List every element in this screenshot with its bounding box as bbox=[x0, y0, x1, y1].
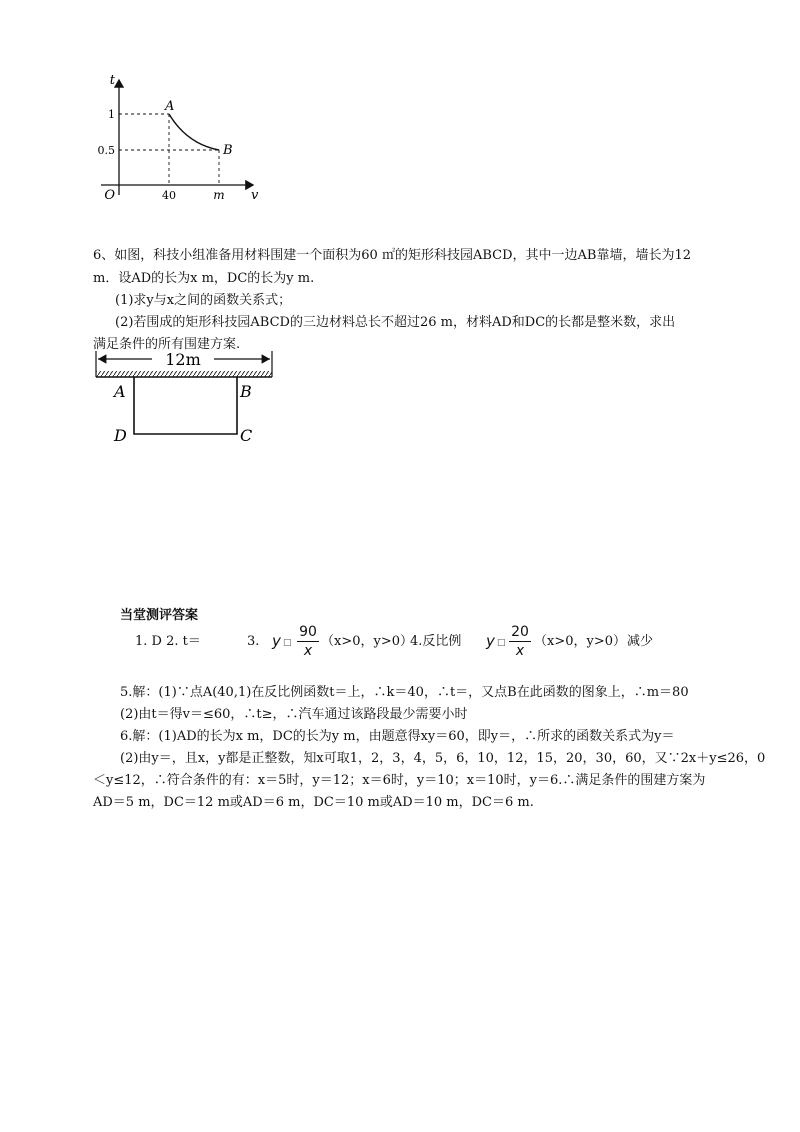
fraction-20-bar bbox=[509, 641, 531, 642]
point-a-label: A bbox=[165, 99, 175, 114]
vertex-d-label: D bbox=[114, 426, 127, 445]
vertex-b-label: B bbox=[240, 382, 252, 401]
answer-4-equals-box: □ bbox=[497, 638, 506, 648]
vertex-a-label: A bbox=[114, 382, 126, 401]
origin-label: O bbox=[104, 188, 115, 203]
wall-hatching bbox=[96, 371, 272, 377]
question-6-line-2: m．设AD的长为x m，DC的长为y m. bbox=[93, 271, 315, 286]
t-axis-label: t bbox=[109, 73, 115, 88]
fraction-90-numerator: 90 bbox=[299, 624, 317, 640]
answer-items-1-2: 1. D 2. t＝ bbox=[135, 634, 201, 649]
answer-6-line-4: AD＝5 m，DC＝12 m或AD＝6 m，DC＝10 m或AD＝10 m，DC＝6 m. bbox=[93, 795, 534, 810]
wall-length-label: 12m bbox=[165, 350, 201, 369]
tick-label-1: 1 bbox=[108, 108, 115, 121]
rectangle-figure bbox=[90, 345, 290, 455]
answer-4-y-variable: y bbox=[486, 632, 495, 650]
tick-label-m: m bbox=[213, 188, 225, 202]
question-6-part-2-line-2: 满足条件的所有围建方案. bbox=[93, 337, 241, 352]
vertex-c-label: C bbox=[240, 426, 253, 445]
point-b-label: B bbox=[223, 143, 233, 158]
v-axis-label: v bbox=[251, 188, 259, 203]
question-6-part-2-line-1: (2)若围成的矩形科技园ABCD的三边材料总长不超过26 m，材料AD和DC的长都是整米数，求出 bbox=[115, 315, 676, 330]
answer-item-4: 4.反比例 bbox=[410, 634, 462, 649]
question-6-part-1: (1)求y与x之间的函数关系式； bbox=[115, 293, 292, 308]
fraction-90-bar bbox=[297, 641, 319, 642]
curve-ab bbox=[169, 114, 219, 150]
fraction-20-denominator: x bbox=[515, 643, 525, 659]
answer-6-line-2: (2)由y＝，且x，y都是正整数，知x可取1，2，3，4，5，6，10，12，15，20，30，60，又∵2x＋y≤26，0 bbox=[120, 751, 766, 766]
fraction-90-denominator: x bbox=[303, 643, 313, 659]
answer-6-line-3: ＜y≤12，∴符合条件的有：x＝5时，y＝12；x＝6时，y＝10；x＝10时，y＝6.∴满足条件的围建方案为 bbox=[93, 773, 706, 788]
answer-5-line-1: 5.解：(1)∵点A(40,1)在反比例函数t＝上，∴k＝40，∴t＝，又点B在此函数的图象上，∴m＝80 bbox=[120, 685, 689, 700]
answer-3-equals-box: □ bbox=[283, 638, 292, 648]
answer-4-condition: （x>0，y>0） bbox=[534, 634, 627, 649]
fraction-20-over-x bbox=[509, 624, 531, 659]
tick-label-40: 40 bbox=[162, 189, 176, 202]
t-v-graph bbox=[95, 70, 270, 210]
question-6-line-1: 6、如图，科技小组准备用材料围建一个面积为60 ㎡的矩形科技园ABCD，其中一边AB靠墙，墙长为12 bbox=[93, 248, 691, 263]
answer-3-y-variable: y bbox=[272, 632, 281, 650]
answer-6-line-1: 6.解：(1)AD的长为x m，DC的长为y m，由题意得xy＝60，即y＝，∴所求的函数关系式为y＝ bbox=[120, 729, 675, 744]
answer-3-condition: （x>0，y>0） bbox=[321, 634, 414, 649]
fraction-20-numerator: 20 bbox=[511, 624, 529, 640]
rectangle-abcd bbox=[134, 377, 237, 434]
answer-trend: 减少 bbox=[627, 634, 654, 649]
answer-item-3-number: 3. bbox=[247, 634, 260, 649]
fraction-90-over-x bbox=[297, 624, 319, 659]
answers-heading: 当堂测评答案 bbox=[120, 608, 199, 623]
answer-5-line-2: (2)由t＝得v＝≤60，∴t≥，∴汽车通过该路段最少需要小时 bbox=[120, 707, 468, 722]
tick-label-0-5: 0.5 bbox=[97, 144, 115, 157]
